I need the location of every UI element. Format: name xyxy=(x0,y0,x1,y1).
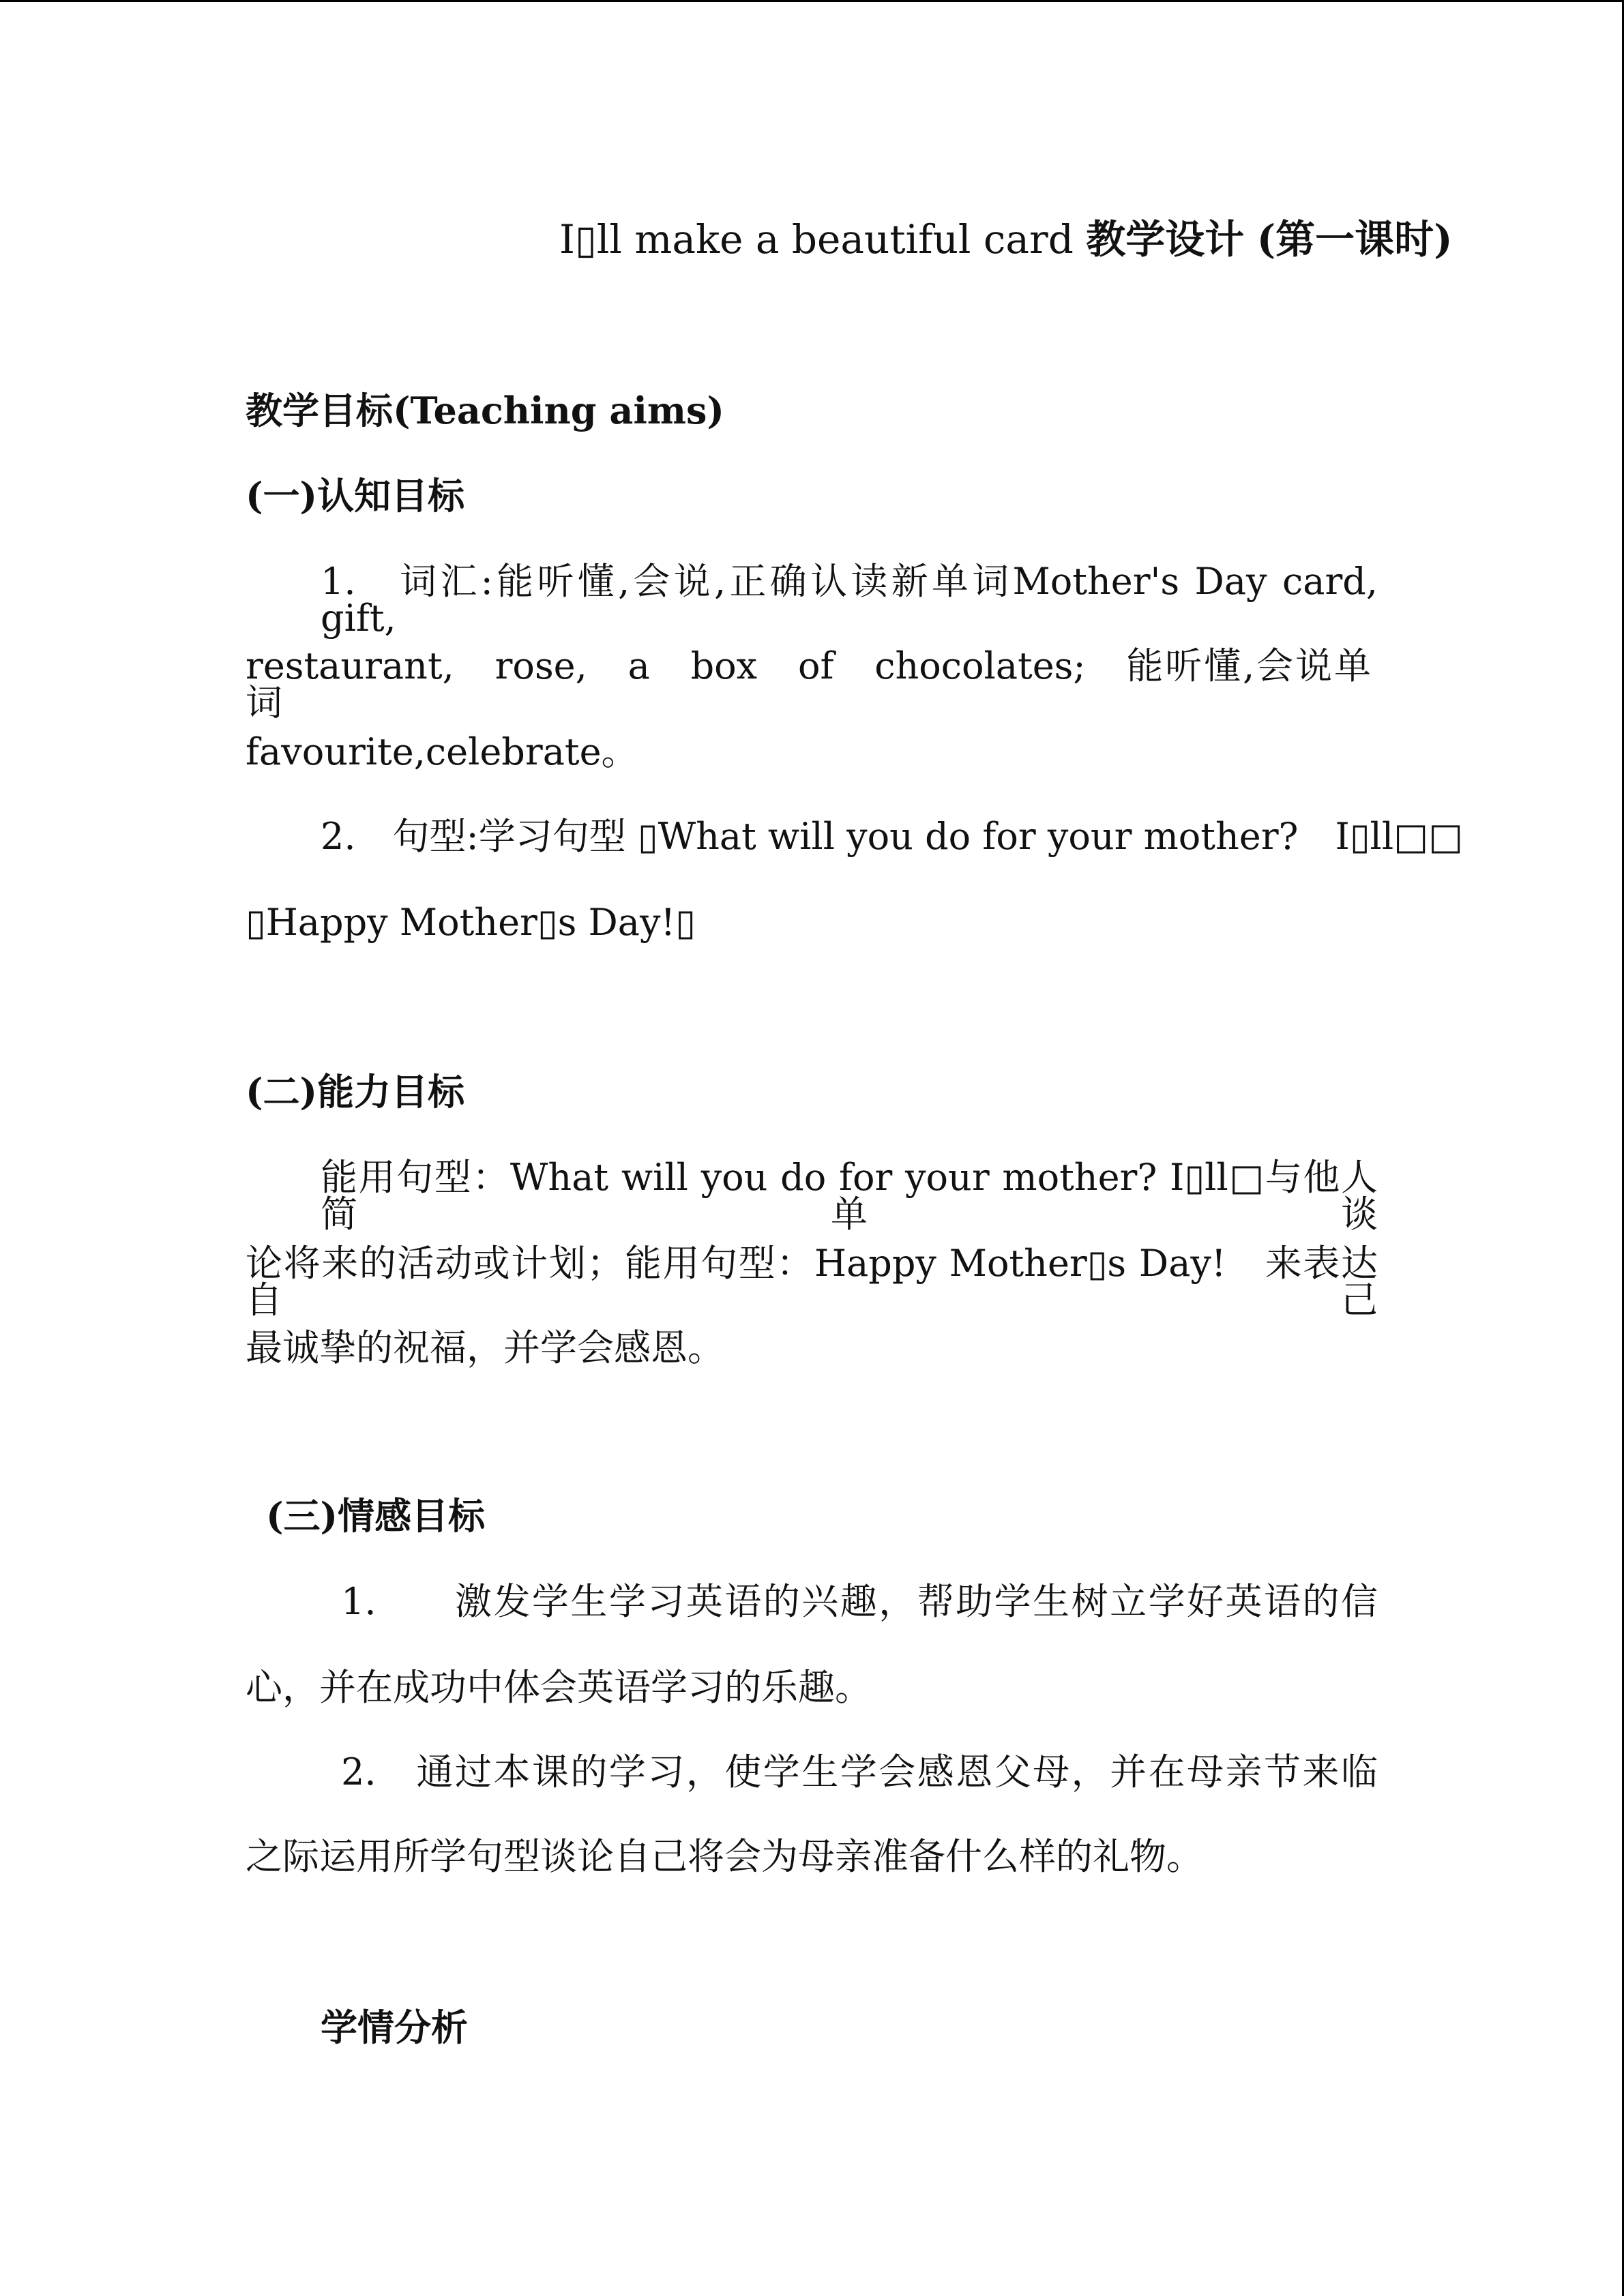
ability-line-1: 能用句型：What will you do for your mother? I▯ll□与他人简单谈 xyxy=(321,1156,1378,1236)
page-title xyxy=(559,216,1453,263)
title-lesson: (第一课时) xyxy=(1256,216,1453,263)
page-top-border xyxy=(0,0,1624,2)
heading-teaching-aims: 教学目标(Teaching aims) xyxy=(246,389,724,432)
ability-line-3: 最诚挚的祝福，并学会感恩。 xyxy=(246,1326,724,1369)
vocab-line-3: favourite,celebrate。 xyxy=(246,730,638,773)
emotion-2-line-1: 2. 通过本课的学习，使学生学会感恩父母，并在母亲节来临 xyxy=(341,1750,1378,1793)
emotion-1-line-2: 心，并在成功中体会英语学习的乐趣。 xyxy=(246,1666,872,1709)
title-english: I▯ll make a beautiful card xyxy=(559,216,1074,263)
ability-line-2: 论将来的活动或计划；能用句型：Happy Mother▯s Day! 来表达自己 xyxy=(246,1242,1378,1322)
emotion-2-line-2: 之际运用所学句型谈论自己将会为母亲准备什么样的礼物。 xyxy=(246,1835,1203,1878)
heading-learner-analysis: 学情分析 xyxy=(321,2006,468,2049)
heading-cognitive-goals: (一)认知目标 xyxy=(246,474,465,518)
heading-ability-goals: (二)能力目标 xyxy=(246,1070,465,1114)
vocab-line-1: 1. 词汇:能听懂,会说,正确认读新单词Mother's Day card, gift, xyxy=(321,560,1378,640)
heading-emotional-goals: (三)情感目标 xyxy=(266,1494,486,1538)
emotion-1-line-1: 1. 激发学生学习英语的兴趣，帮助学生树立学好英语的信 xyxy=(341,1580,1378,1623)
title-chinese: 教学设计 xyxy=(1086,216,1245,263)
pattern-line-1: 2. 句型:学习句型 ▯What will you do for your mother? I▯ll□□ xyxy=(321,815,1464,858)
vocab-line-2: restaurant, rose, a box of chocolates; 能听懂,会说单词 xyxy=(246,644,1371,724)
pattern-line-2: ▯Happy Mother▯s Day!▯ xyxy=(246,901,696,944)
